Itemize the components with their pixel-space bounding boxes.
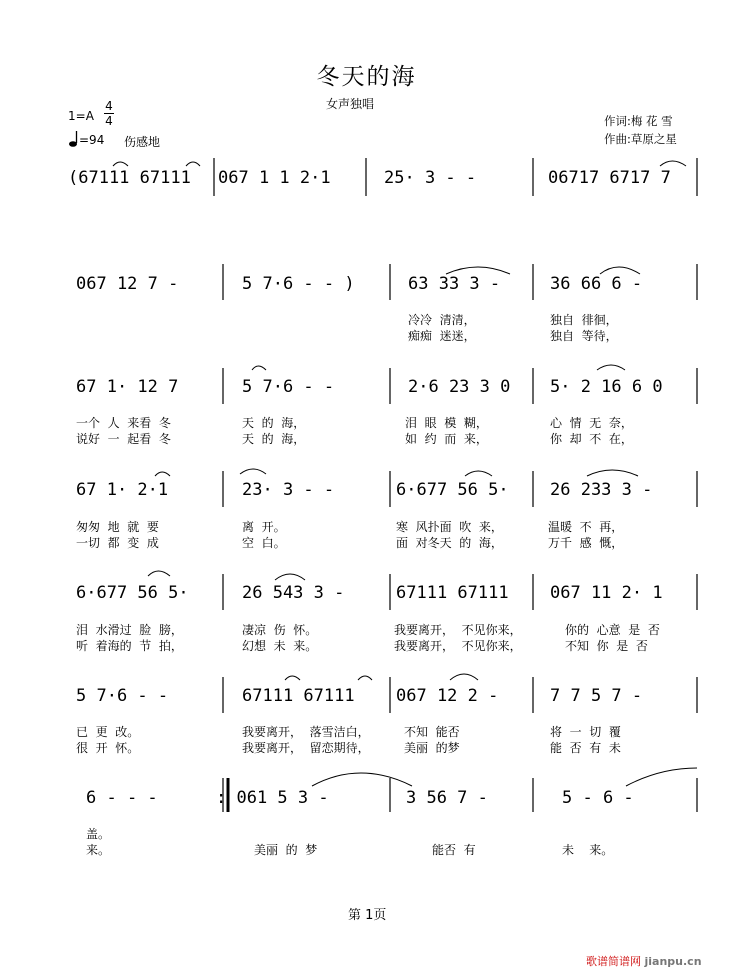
row-5-lyric-a-4: 你的 心意 是 否	[565, 623, 660, 637]
row-6-bar-4: 7 7 5 7 -	[550, 686, 643, 706]
row-2-bar-4: 36 66 6 -	[550, 274, 643, 294]
row-3-lyric-b-4: 你 却 不 在，	[550, 432, 633, 446]
subtitle: 女声独唱	[326, 97, 375, 111]
row-7-lyric-a-1: 盖。	[86, 827, 111, 841]
row-6-lyric-b-4: 能 否 有 未	[550, 741, 621, 755]
row-2-bar-3: 63 33 3 -	[408, 274, 501, 294]
row-3-lyric-a-2: 天 的 海，	[242, 416, 306, 430]
row-6-lyric-a-3: 不知 能否	[404, 725, 460, 739]
row-4-lyric-b-1: 一切 都 变 成	[76, 536, 159, 550]
row-7-bar-2: : 061 5 3 -	[216, 788, 329, 808]
row-2-bar-2: 5 7·6 - - )	[242, 274, 355, 294]
row-2-lyric-b-4: 独自 等待，	[550, 329, 618, 343]
mood-marking: 伤感地	[124, 135, 161, 149]
row-5-lyric-b-3: 我要离开， 不见你来，	[394, 639, 522, 653]
row-7-lyric-b-3: 能否 有	[432, 843, 476, 857]
row-4-lyric-b-3: 面 对冬天 的 海，	[396, 536, 503, 550]
row-3-lyric-a-3: 泪 眼 模 糊，	[405, 416, 488, 430]
row-5-lyric-b-1: 听 着海的 节 拍，	[76, 639, 183, 653]
row-1-bar-1: (67111 67111	[68, 168, 191, 188]
row-5-bar-1: 6·677 56 5·	[76, 583, 189, 603]
row-3-bar-2: 5 7·6 - -	[242, 377, 335, 397]
row-6-bar-1: 5 7·6 - -	[76, 686, 169, 706]
row-3-bar-3: 2·6 23 3 0	[408, 377, 511, 397]
row-3-lyric-b-2: 天 的 海，	[242, 432, 306, 446]
row-4-lyric-b-2: 空 白。	[242, 536, 286, 550]
row-1-bar-4: 0671̇7 671̇7 7	[548, 168, 671, 188]
row-7-bar-4: 5 - 6 -	[562, 788, 634, 808]
row-4-lyric-a-2: 离 开。	[242, 520, 286, 534]
watermark-site-name: 歌谱简谱网	[586, 955, 641, 968]
row-7-bar-3: 3 56 7 -	[406, 788, 488, 808]
row-7-lyric-b-2: 美丽 的 梦	[254, 843, 318, 857]
row-6-lyric-a-2: 我要离开， 落雪洁白，	[242, 725, 370, 739]
lyricist: 作词:梅 花 雪	[604, 114, 673, 128]
row-5-lyric-a-1: 泪 水滑过 脸 膀，	[76, 623, 183, 637]
row-3-bar-1: 67 1· 12 7	[76, 377, 179, 397]
row-4-lyric-a-3: 寒 风扑面 吹 来，	[396, 520, 503, 534]
song-title: 冬天的海	[316, 64, 417, 90]
row-6-bar-2: 67111 67111	[242, 686, 355, 706]
row-6-bar-3: 067 12 2 -	[396, 686, 499, 706]
row-6-lyric-b-2: 我要离开， 留恋期待，	[242, 741, 370, 755]
row-4-bar-2: 23· 3 - -	[242, 480, 335, 500]
row-5-lyric-a-3: 我要离开， 不见你来，	[394, 623, 522, 637]
row-1-bar-3: 25· 3 - -	[384, 168, 477, 188]
row-6-lyric-a-4: 将 一 切 覆	[550, 725, 621, 739]
row-3-lyric-a-1: 一个 人 来看 冬	[76, 416, 171, 430]
row-5-lyric-a-2: 凄凉 伤 怀。	[242, 623, 318, 637]
composer: 作曲:草原之星	[604, 132, 677, 146]
row-3-lyric-a-4: 心 情 无 奈，	[550, 416, 633, 430]
row-4-bar-3: 6·677 56 5·	[396, 480, 509, 500]
row-5-lyric-b-2: 幻想 未 来。	[242, 639, 318, 653]
row-4-lyric-a-4: 温暖 不 再，	[548, 520, 624, 534]
row-5-bar-3: 67111 67111	[396, 583, 509, 603]
page-number: 第 1页	[348, 908, 387, 923]
row-3-lyric-b-3: 如 约 而 来，	[405, 432, 488, 446]
row-7-bar-1: 6 - - -	[86, 788, 158, 808]
row-6-lyric-b-3: 美丽 的梦	[404, 741, 460, 755]
row-2-lyric-b-3: 痴痴 迷迷，	[408, 329, 476, 343]
row-7-lyric-b-1: 来。	[86, 843, 111, 857]
watermark	[586, 953, 702, 969]
row-1-bar-2: 067 1 1 2·1	[218, 168, 331, 188]
row-3-lyric-b-1: 说好 一 起看 冬	[76, 432, 171, 446]
row-5-bar-4: 067 11 2· 1	[550, 583, 663, 603]
row-2-bar-1: 067 12 7 -	[76, 274, 179, 294]
row-7-lyric-b-4: 未 来。	[562, 843, 614, 857]
row-5-bar-2: 26 543 3 -	[242, 583, 345, 603]
row-4-lyric-b-4: 万千 感 慨，	[548, 536, 624, 550]
row-4-lyric-a-1: 匆匆 地 就 要	[76, 520, 159, 534]
row-2-lyric-a-3: 冷冷 清清，	[408, 313, 476, 327]
key-signature: 1=A	[68, 109, 94, 123]
watermark-url: jianpu.cn	[644, 955, 702, 968]
row-6-lyric-a-1: 已 更 改。	[76, 725, 140, 739]
row-4-bar-1: 67 1· 2·1	[76, 480, 169, 500]
row-5-lyric-b-4: 不知 你 是 否	[565, 639, 648, 653]
time-bottom: 4	[105, 114, 113, 128]
row-4-bar-4: 26 233 3 -	[550, 480, 653, 500]
row-2-lyric-a-4: 独自 徘徊，	[550, 313, 618, 327]
row-3-bar-4: 5· 2 16 6 0	[550, 377, 663, 397]
tempo: =94	[79, 133, 105, 147]
row-6-lyric-b-1: 很 开 怀。	[76, 741, 140, 755]
time-top: 4	[105, 99, 113, 113]
